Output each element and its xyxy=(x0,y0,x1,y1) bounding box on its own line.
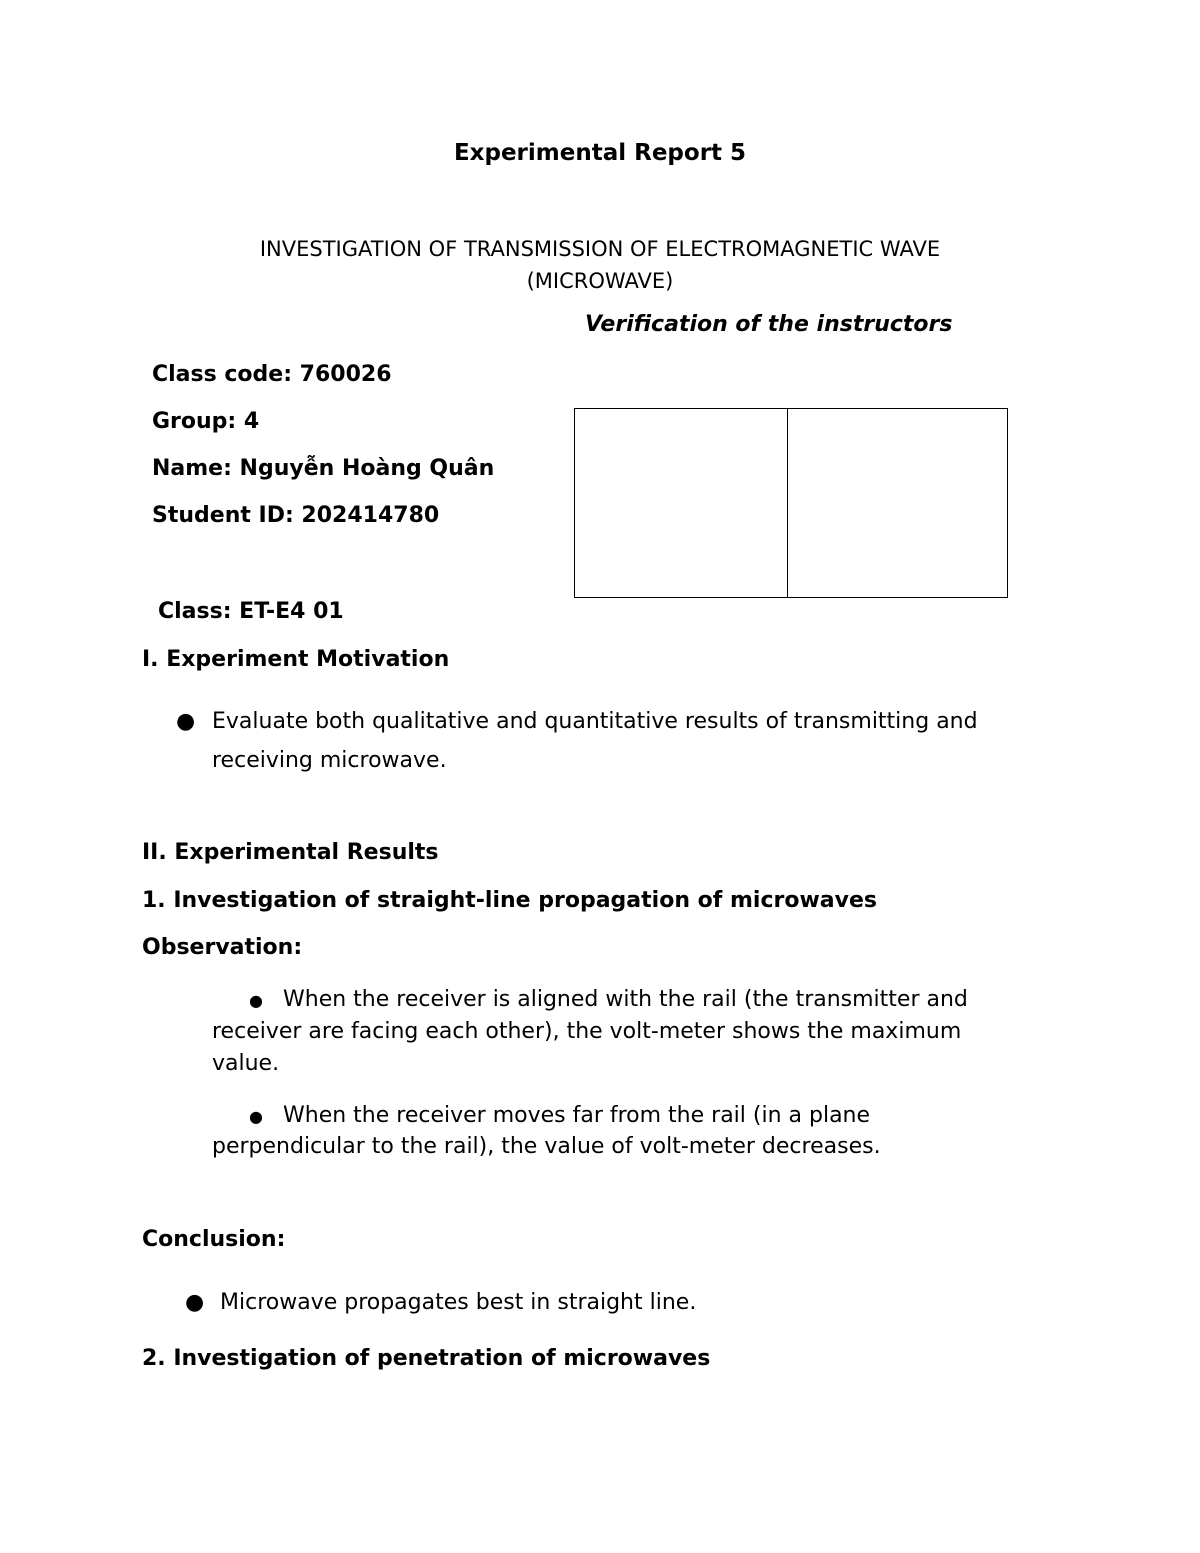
subsection1-heading: 1. Investigation of straight-line propagation of microwaves xyxy=(142,888,877,913)
subsection2-heading: 2. Investigation of penetration of microwaves xyxy=(142,1346,711,1371)
verification-label: Verification of the instructors xyxy=(585,312,953,337)
motivation-line2: receiving microwave. xyxy=(212,748,447,773)
conclusion-text: Microwave propagates best in straight line. xyxy=(220,1290,697,1315)
signature-box xyxy=(574,408,1008,598)
signature-cell-right xyxy=(788,409,1007,597)
observation1-line1: When the receiver is aligned with the rail (the transmitter and xyxy=(283,987,968,1012)
section1-heading: I. Experiment Motivation xyxy=(142,647,450,672)
bullet-glyph: ● xyxy=(249,1107,263,1126)
observation2-line2: perpendicular to the rail), the value of volt-meter decreases. xyxy=(212,1134,881,1159)
section2-heading: II. Experimental Results xyxy=(142,840,439,865)
class-code: Class code: 760026 xyxy=(152,362,392,387)
student-name: Name: Nguyễn Hoàng Quân xyxy=(152,456,495,481)
conclusion-label: Conclusion: xyxy=(142,1227,286,1252)
motivation-line1: Evaluate both qualitative and quantitative results of transmitting and xyxy=(212,709,978,734)
report-subtitle-line2: (MICROWAVE) xyxy=(526,269,674,293)
class-name: Class: ET-E4 01 xyxy=(158,599,344,624)
observation1-line3: value. xyxy=(212,1051,280,1076)
observation1-line2: receiver are facing each other), the volt-meter shows the maximum xyxy=(212,1019,962,1044)
observation2-line1: When the receiver moves far from the rail (in a plane xyxy=(283,1103,871,1128)
bullet-glyph: ● xyxy=(176,709,196,734)
student-id: Student ID: 202414780 xyxy=(152,503,440,528)
report-subtitle-line1: INVESTIGATION OF TRANSMISSION OF ELECTROMAGNETIC WAVE xyxy=(259,237,941,261)
bullet-glyph: ● xyxy=(185,1290,205,1315)
observation-label: Observation: xyxy=(142,935,303,960)
group: Group: 4 xyxy=(152,409,260,434)
report-title: Experimental Report 5 xyxy=(453,140,747,166)
bullet-glyph: ● xyxy=(249,991,263,1010)
signature-cell-left xyxy=(575,409,788,597)
